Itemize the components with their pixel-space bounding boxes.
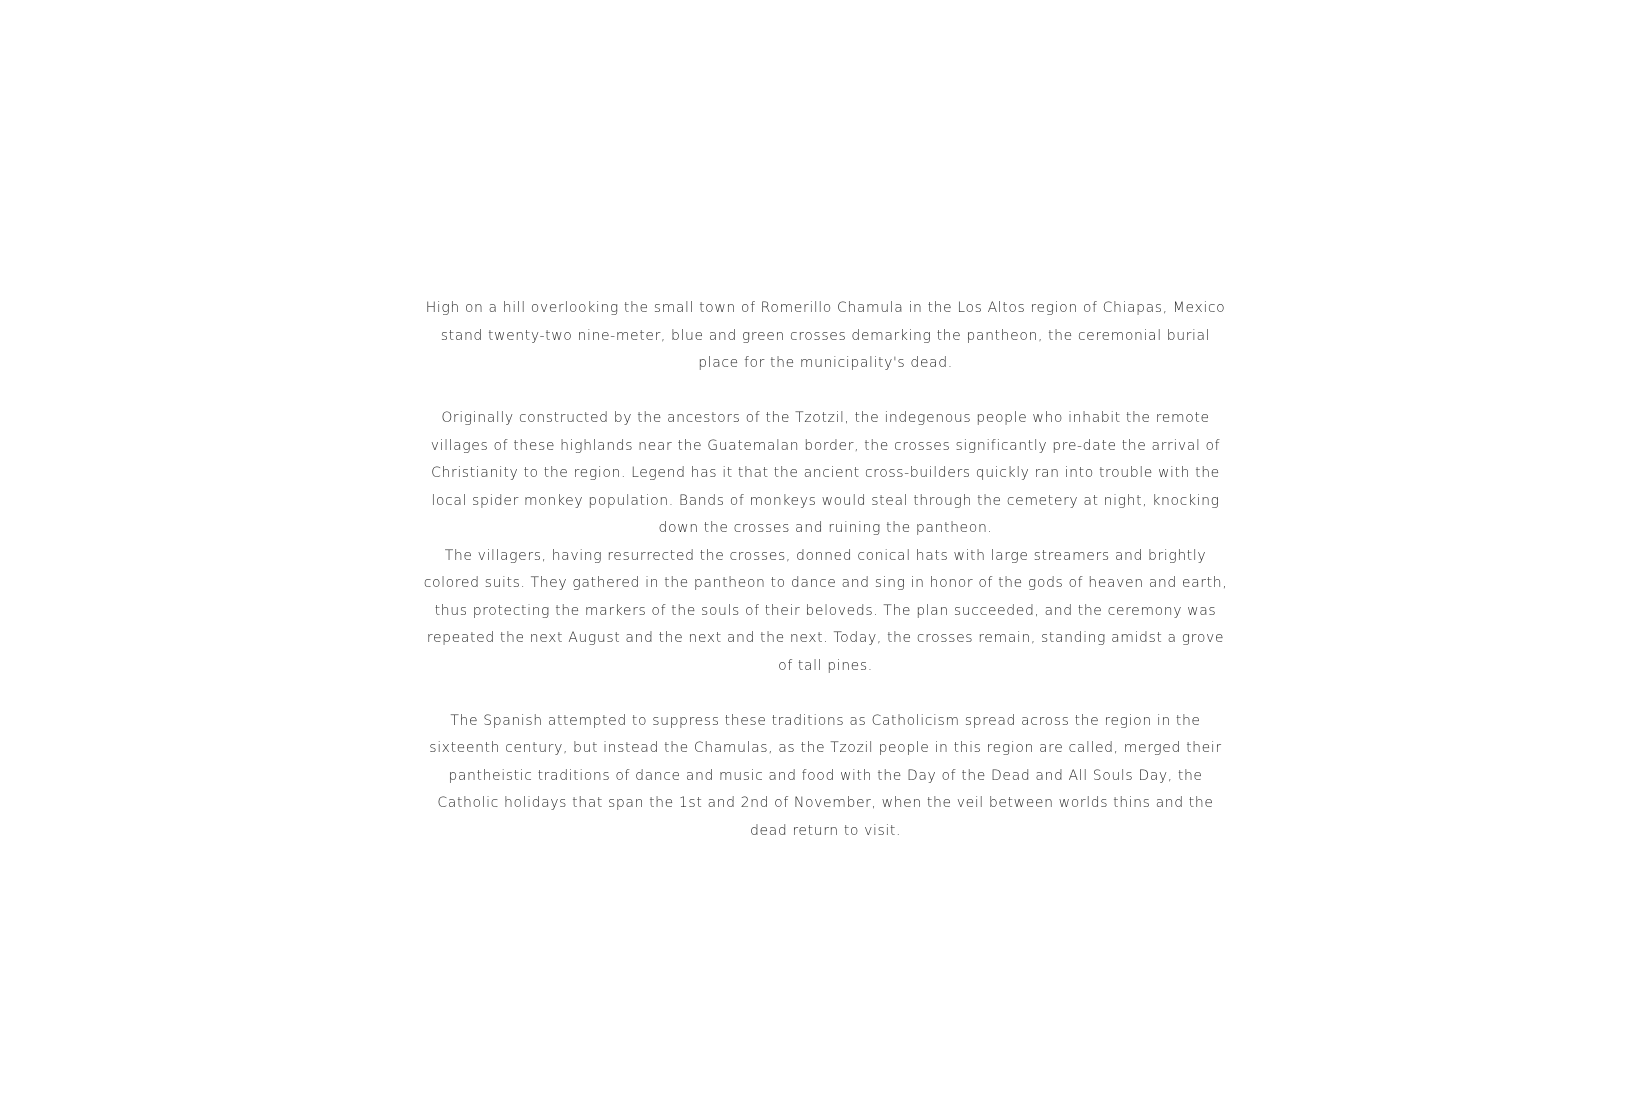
text-line: of tall pines. — [778, 657, 873, 674]
text-line: The villagers, having resurrected the crosses, donned conical hats with large streamers and brightly — [444, 547, 1207, 564]
paragraph-spacer — [0, 378, 1651, 406]
text-line: Originally constructed by the ancestors of the Tzotzil, the indegenous people who inhabit the remote — [441, 410, 1210, 426]
text-line: sixteenth century, but instead the Chamulas, as the Tzozil people in this region are called, merged their — [429, 740, 1222, 756]
text-line: place for the municipality's dead. — [698, 355, 953, 371]
text-line: thus protecting the markers of the souls of their beloveds. The plan succeeded, and the ceremony was — [434, 602, 1217, 619]
paragraph-spacer — [0, 680, 1651, 708]
text-line: colored suits. They gathered in the pantheon to dance and sing in honor of the gods of heaven and earth, — [423, 575, 1228, 591]
body-text — [0, 295, 1651, 845]
text-line: down the crosses and ruining the pantheon. — [658, 520, 993, 536]
paragraph-1 — [0, 295, 1651, 378]
text-line: Christianity to the region. Legend has it that the ancient cross-builders quickly ran into trouble with the — [431, 465, 1220, 481]
paragraph-3 — [0, 543, 1651, 681]
text-line: dead return to visit. — [749, 822, 902, 839]
text-line: stand twenty-two nine-meter, blue and green crosses demarking the pantheon, the ceremonial burial — [440, 327, 1211, 344]
text-line: The Spanish attempted to suppress these traditions as Catholicism spread across the region in the — [450, 712, 1201, 729]
paragraph-2 — [0, 405, 1651, 543]
text-line: pantheistic traditions of dance and music and food with the Day of the Dead and All Souls Day, the — [448, 767, 1203, 784]
text-line: villages of these highlands near the Guatemalan border, the crosses significantly pre-date the arrival of — [430, 437, 1221, 454]
text-line: repeated the next August and the next and the next. Today, the crosses remain, standing amidst a grove — [426, 630, 1225, 646]
paragraph-4 — [0, 708, 1651, 846]
text-line: Catholic holidays that span the 1st and 2nd of November, when the veil between worlds thins and the — [437, 795, 1214, 811]
text-line: local spider monkey population. Bands of monkeys would steal through the cemetery at night, knocking — [431, 492, 1220, 509]
text-line: High on a hill overlooking the small town of Romerillo Chamula in the Los Altos region of Chiapas, Mexico — [425, 300, 1226, 316]
